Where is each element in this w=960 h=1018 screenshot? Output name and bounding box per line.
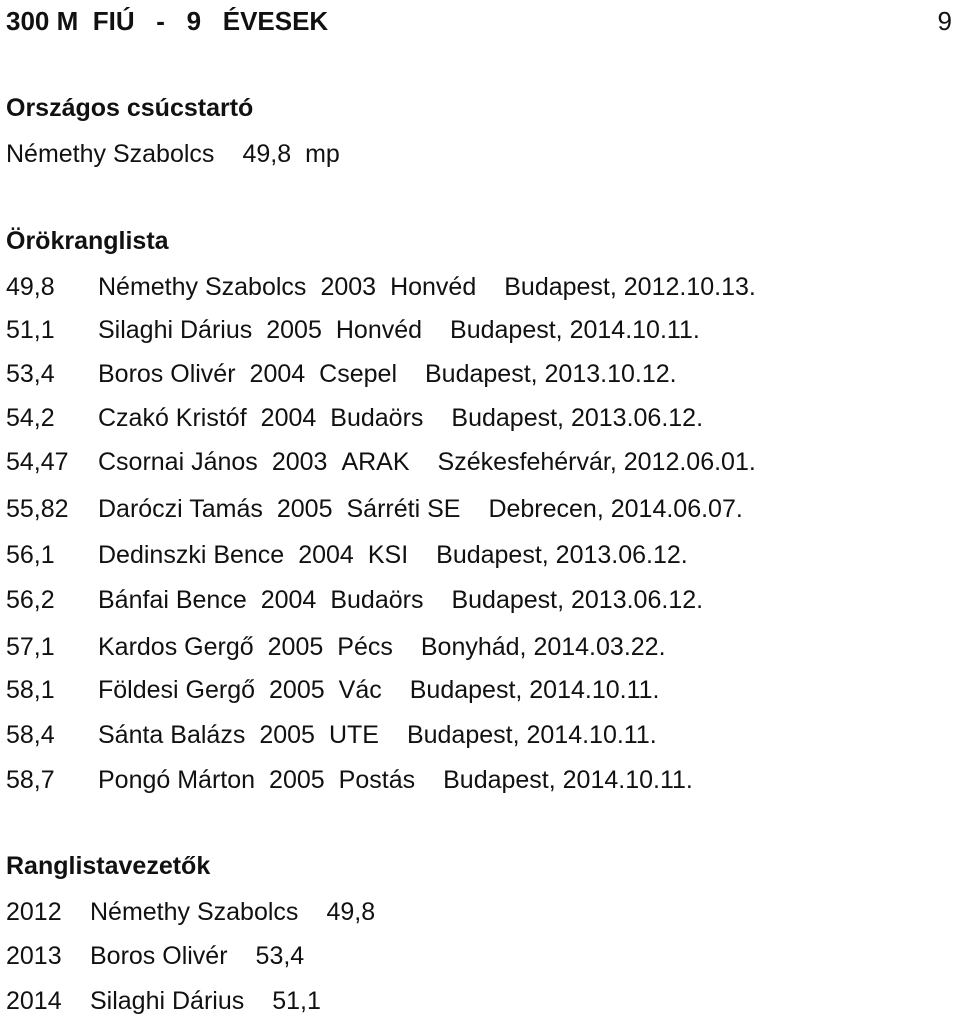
list-row: [6, 635, 666, 660]
row-club: Budaörs: [330, 404, 424, 432]
row-place-date: Budapest, 2012.10.13.: [504, 273, 756, 301]
row-name: Némethy Szabolcs: [98, 273, 307, 301]
row-name: Pongó Márton: [98, 766, 256, 794]
row-name: Sánta Balázs: [98, 721, 246, 749]
row-name: Földesi Gergő: [98, 676, 256, 704]
leader-name: Némethy Szabolcs: [90, 898, 299, 926]
record-time: 49,8: [242, 140, 292, 168]
row-club: Vác: [338, 676, 382, 704]
all-time-heading: Örökranglista: [6, 227, 169, 255]
row-result: 55,82: [6, 495, 69, 523]
row-club: UTE: [328, 721, 379, 749]
row-result: 58,7: [6, 766, 55, 794]
row-result: 51,1: [6, 316, 55, 344]
row-name: Kardos Gergő: [98, 633, 254, 661]
row-result: 53,4: [6, 360, 55, 388]
list-row: [6, 362, 677, 387]
leader-row: [6, 989, 321, 1014]
list-row: [6, 275, 756, 300]
leader-result: 49,8: [326, 898, 376, 926]
row-club: Honvéd: [390, 273, 477, 301]
row-year: 2003: [320, 273, 377, 301]
leader-result: 51,1: [272, 987, 321, 1015]
row-result: 58,4: [6, 721, 55, 749]
row-place-date: Budapest, 2014.10.11.: [450, 316, 700, 344]
row-year: 2004: [249, 360, 306, 388]
row-name: Bánfai Bence: [98, 586, 247, 614]
row-place-date: Budapest, 2013.10.12.: [425, 360, 677, 388]
leader-row: [6, 900, 375, 925]
row-club: ARAK: [341, 448, 410, 476]
list-row: [6, 450, 756, 475]
record-heading: Országos csúcstartó: [6, 94, 254, 122]
leader-name: Boros Olivér: [90, 942, 228, 970]
row-year: 2005: [269, 766, 325, 794]
list-row: [6, 406, 703, 431]
row-year: 2005: [269, 676, 325, 704]
row-name: Czakó Kristóf: [98, 404, 247, 432]
record-line: [6, 142, 340, 167]
row-name: Boros Olivér: [98, 360, 236, 388]
page-header: [6, 8, 952, 38]
row-place-date: Budapest, 2013.06.12.: [451, 586, 704, 614]
row-result: 58,1: [6, 676, 55, 704]
row-club: Sárréti SE: [346, 495, 461, 523]
leader-year: 2012: [6, 898, 62, 926]
leader-result: 53,4: [255, 942, 305, 970]
row-place-date: Budapest, 2014.10.11.: [409, 676, 660, 704]
list-row: [6, 497, 743, 522]
row-place-date: Debrecen, 2014.06.07.: [488, 495, 743, 523]
leader-year: 2014: [6, 987, 62, 1015]
leader-name: Silaghi Dárius: [90, 987, 245, 1015]
list-row: [6, 723, 657, 748]
row-result: 54,47: [6, 448, 69, 476]
record-holder: Némethy Szabolcs: [6, 140, 215, 168]
row-place-date: Bonyhád, 2014.03.22.: [420, 633, 666, 661]
row-club: KSI: [367, 541, 409, 569]
record-unit: mp: [305, 140, 340, 168]
row-name: Silaghi Dárius: [98, 316, 253, 344]
row-year: 2004: [260, 586, 317, 614]
row-year: 2005: [259, 721, 315, 749]
row-club: Postás: [338, 766, 416, 794]
row-name: Daróczi Tamás: [98, 495, 263, 523]
leader-year: 2013: [6, 942, 62, 970]
page-number: 9: [937, 6, 952, 36]
row-place-date: Budapest, 2013.06.12.: [451, 404, 704, 432]
row-result: 56,2: [6, 586, 55, 614]
leaders-heading: Ranglistavezetők: [6, 852, 211, 880]
row-year: 2005: [267, 633, 324, 661]
row-year: 2003: [271, 448, 328, 476]
row-year: 2005: [276, 495, 333, 523]
row-year: 2004: [298, 541, 354, 569]
page-title: 300 M FIÚ - 9 ÉVESEK: [6, 6, 329, 36]
row-place-date: Budapest, 2014.10.11.: [443, 766, 693, 794]
row-year: 2005: [266, 316, 322, 344]
row-club: Honvéd: [335, 316, 423, 344]
row-place-date: Székesfehérvár, 2012.06.01.: [437, 448, 756, 476]
row-result: 56,1: [6, 541, 55, 569]
leader-row: [6, 944, 304, 969]
list-row: [6, 543, 688, 568]
row-result: 49,8: [6, 273, 55, 301]
row-club: Budaörs: [330, 586, 424, 614]
row-place-date: Budapest, 2013.06.12.: [436, 541, 688, 569]
list-row: [6, 768, 693, 793]
row-result: 54,2: [6, 404, 55, 432]
list-row: [6, 588, 703, 613]
list-row: [6, 678, 660, 703]
row-club: Pécs: [337, 633, 393, 661]
row-result: 57,1: [6, 633, 55, 661]
row-name: Dedinszki Bence: [98, 541, 285, 569]
list-row: [6, 318, 700, 343]
row-place-date: Budapest, 2014.10.11.: [406, 721, 657, 749]
row-club: Csepel: [319, 360, 397, 388]
row-year: 2004: [260, 404, 317, 432]
row-name: Csornai János: [98, 448, 258, 476]
